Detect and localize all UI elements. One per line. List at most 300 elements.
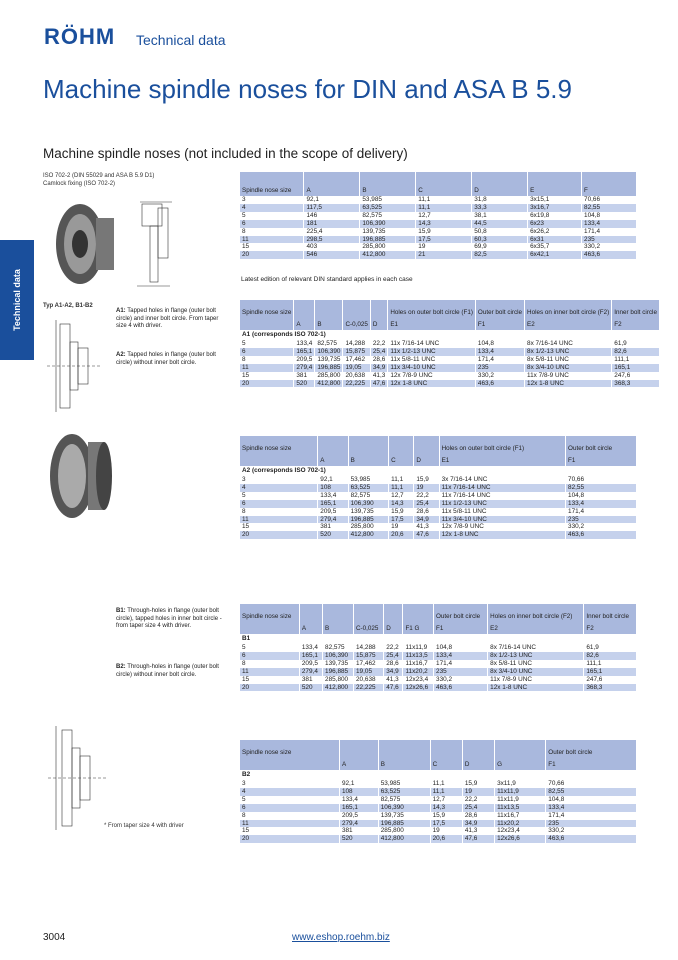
col-header: Holes on outer bolt circle (F1) [439, 436, 565, 454]
col-header: B [348, 454, 389, 466]
table-cell: 34,9 [414, 516, 439, 524]
table-cell: 139,735 [315, 356, 343, 364]
table-cell: 412,800 [378, 835, 430, 843]
table-cell: 19,05 [354, 668, 384, 676]
table-cell: 196,885 [323, 668, 354, 676]
table-cell: 463,6 [434, 684, 488, 692]
col-header [339, 740, 378, 758]
col-header [294, 300, 315, 318]
table-cell: 33,3 [472, 204, 528, 212]
table-cell: 330,2 [582, 243, 637, 251]
b2-note: B2: Through-holes in flange (outer bolt circle) without inner bolt circle. [116, 664, 219, 678]
table-cell: 165,1 [339, 804, 378, 812]
col-header [430, 740, 462, 758]
table-cell: 298,5 [304, 236, 360, 244]
table-cell: 209,5 [294, 356, 315, 364]
col-header: Holes on outer bolt circle (F1) [388, 300, 476, 318]
col-header: E [528, 172, 582, 196]
iso-note: ISO 702-2 (DIN 55029 and ASA B 5.9 D1) Camlock fixing (ISO 702-2) [43, 173, 155, 187]
col-header: Inner bolt circle [612, 300, 660, 318]
table-cell: 8 [240, 812, 339, 820]
table-cell: 63,525 [348, 484, 389, 492]
table-cell: 3x 7/16-14 UNC [439, 476, 565, 484]
table-cell: 82,575 [378, 796, 430, 804]
table-cell: 5 [240, 212, 304, 220]
table-cell: 53,985 [348, 476, 389, 484]
table-row [240, 668, 637, 676]
table-cell: 12x 1-8 UNC [488, 684, 584, 692]
table-cell: 6x23 [528, 220, 582, 228]
table-cell: 8x 1/2-13 UNC [488, 652, 584, 660]
col-header [240, 758, 339, 770]
table-cell: 82,6 [584, 652, 637, 660]
table-cell: 247,6 [612, 372, 660, 380]
side-tab[interactable]: Technical data [0, 240, 34, 360]
table-cell: 285,800 [360, 243, 416, 251]
table-cell: 22,225 [343, 380, 370, 388]
table-cell: 22,225 [354, 684, 384, 692]
table-cell: 106,390 [360, 220, 416, 228]
table-cell: 15,875 [343, 348, 370, 356]
table-cell: 279,4 [318, 516, 348, 524]
table-cell: 15 [240, 523, 318, 531]
table-cell: 12x23,4 [495, 827, 546, 835]
table-cell: 14,288 [343, 340, 370, 348]
table-cell: 279,4 [339, 820, 378, 828]
col-header: C [389, 454, 414, 466]
table-cell: 12x26,6 [403, 684, 434, 692]
table-cell: 8 [240, 660, 299, 668]
table-cell: 6 [240, 348, 294, 356]
table-cell: 6x42,1 [528, 251, 582, 259]
table-cell: 19 [430, 827, 462, 835]
table-cell: 20 [240, 380, 294, 388]
table-cell: 11,1 [430, 788, 462, 796]
col-header: C-0,025 [343, 318, 370, 330]
table-row [240, 820, 637, 828]
table-row [240, 356, 659, 364]
table-cell: 11x 7/16-14 UNC [439, 492, 565, 500]
table-cell: 520 [294, 380, 315, 388]
table-cell: 104,8 [475, 340, 524, 348]
table-cell: 11 [240, 364, 294, 372]
col-header [240, 454, 318, 466]
table-cell: 15 [240, 372, 294, 380]
table-cell: 11x13,5 [495, 804, 546, 812]
table-cell: 104,8 [434, 644, 488, 652]
table-cell: 11x 7/16-14 UNC [439, 484, 565, 492]
table-a2 [240, 436, 637, 539]
table-cell: 5 [240, 340, 294, 348]
table-cell: 17,5 [416, 236, 472, 244]
col-header: G [495, 758, 546, 770]
table-row [240, 212, 637, 220]
table-row [240, 835, 637, 843]
table-cell: 19 [414, 484, 439, 492]
table-cell: 463,6 [566, 531, 637, 539]
table-cell: 6x19,8 [528, 212, 582, 220]
table-cell: 6 [240, 500, 318, 508]
table-cell: 15 [240, 827, 339, 835]
col-header: A [304, 172, 360, 196]
table-cell: 11x20,2 [495, 820, 546, 828]
table-cell: 520 [318, 531, 348, 539]
table-cell: 41,3 [462, 827, 494, 835]
col-header: D [384, 622, 403, 634]
table-cell: 53,985 [378, 780, 430, 788]
table-cell: 247,6 [584, 676, 637, 684]
b-drawing [42, 724, 116, 832]
col-header [403, 604, 434, 622]
table-cell: 104,8 [566, 492, 637, 500]
table-cell: 15,9 [462, 780, 494, 788]
table-cell: 82,575 [323, 644, 354, 652]
table-cell: 60,3 [472, 236, 528, 244]
table-cell: 209,5 [299, 660, 322, 668]
table-cell: 25,4 [384, 652, 403, 660]
table-cell: 165,1 [612, 364, 660, 372]
table-cell: 139,735 [348, 508, 389, 516]
table-cell: 63,525 [378, 788, 430, 796]
table1-footnote: Latest edition of relevant DIN standard applies in each case [241, 276, 413, 283]
table-cell: 111,1 [612, 356, 660, 364]
page-subtitle: Machine spindle noses (not included in the scope of delivery) [43, 146, 408, 161]
table-cell: 330,2 [566, 523, 637, 531]
table-cell: 6x31 [528, 236, 582, 244]
table-cell: 412,800 [360, 251, 416, 259]
table-cell: 6 [240, 220, 304, 228]
col-header: Spindle nose size [240, 604, 299, 622]
table-cell: 6x35,7 [528, 243, 582, 251]
table-cell: 11,1 [389, 484, 414, 492]
table-cell: 14,288 [354, 644, 384, 652]
table-cell: 381 [318, 523, 348, 531]
table-cell: 133,4 [299, 644, 322, 652]
col-header [378, 740, 430, 758]
table-cell: 11x11,9 [403, 644, 434, 652]
table-cell: 11x 5/8-11 UNC [439, 508, 565, 516]
table-cell: 47,6 [370, 380, 387, 388]
header-section: Technical data [136, 32, 226, 48]
table-row [240, 372, 659, 380]
table-cell: 41,3 [370, 372, 387, 380]
table-row [240, 523, 637, 531]
table-cell: 15 [240, 243, 304, 251]
table-row [240, 236, 637, 244]
table-row [240, 348, 659, 356]
table-cell: 6 [240, 804, 339, 812]
table-cell: 17,462 [343, 356, 370, 364]
table-cell: 8x 1/2-13 UNC [525, 348, 612, 356]
table-cell: 235 [546, 820, 637, 828]
table-cell: 11x11,9 [495, 796, 546, 804]
table-row [240, 500, 637, 508]
table-cell: 8x 7/16-14 UNC [488, 644, 584, 652]
table-cell: 28,6 [462, 812, 494, 820]
col-header: D [472, 172, 528, 196]
col-header: C-0,025 [354, 622, 384, 634]
table-row [240, 243, 637, 251]
table-row [240, 380, 659, 388]
a1-note: A1: Tapped holes in flange (outer bolt circle) and inner bolt circle. From taper size 4 with driver. [116, 308, 219, 329]
table-cell: 463,6 [475, 380, 524, 388]
table-cell: 11,1 [430, 780, 462, 788]
table-cell: 8 [240, 228, 304, 236]
col-header: A [339, 758, 378, 770]
table-cell: 34,9 [462, 820, 494, 828]
table-cell: 11x20,2 [403, 668, 434, 676]
table-cell: 8 [240, 356, 294, 364]
col-header: E2 [488, 622, 584, 634]
table-row [240, 492, 637, 500]
table-b2 [240, 740, 637, 843]
table-cell: 5 [240, 492, 318, 500]
table-cell: 381 [299, 676, 322, 684]
table-cell: 12,7 [389, 492, 414, 500]
table-cell: 82,575 [348, 492, 389, 500]
col-header [384, 604, 403, 622]
table-cell: 235 [582, 236, 637, 244]
col-header: Holes on inner bolt circle (F2) [525, 300, 612, 318]
table-cell: 41,3 [384, 676, 403, 684]
table-cell: 12x 7/8-9 UNC [388, 372, 476, 380]
table-row [240, 644, 637, 652]
table-cell: 171,4 [434, 660, 488, 668]
col-header: E1 [439, 454, 565, 466]
table-cell: 15,9 [430, 812, 462, 820]
table-cell: 412,800 [315, 380, 343, 388]
table-cell: 53,985 [360, 196, 416, 204]
table-cell: 165,1 [299, 652, 322, 660]
table-cell: 463,6 [582, 251, 637, 259]
table-cell: 11x 1/2-13 UNC [388, 348, 476, 356]
table-cell: 6 [240, 652, 299, 660]
table-cell: 11x 3/4-10 UNC [439, 516, 565, 524]
table-cell: 61,9 [612, 340, 660, 348]
table-cell: 82,6 [612, 348, 660, 356]
table-cell: 19 [416, 243, 472, 251]
table-cell: 330,2 [475, 372, 524, 380]
table-cell: 11,1 [416, 196, 472, 204]
table-b1 [240, 604, 637, 691]
col-header [348, 436, 389, 454]
table-cell: 4 [240, 484, 318, 492]
table-cell: 196,885 [360, 236, 416, 244]
table-cell: 106,390 [378, 804, 430, 812]
col-header: D [462, 758, 494, 770]
table-cell: 4 [240, 788, 339, 796]
table-cell: 82,55 [546, 788, 637, 796]
table-row [240, 788, 637, 796]
taper-note: * From taper size 4 with driver [104, 823, 184, 829]
table-cell: 70,66 [546, 780, 637, 788]
table-cell: 63,525 [360, 204, 416, 212]
table-cell: 44,5 [472, 220, 528, 228]
a2-chuck-illustration [42, 428, 122, 526]
table-cell: 12x 1-8 UNC [525, 380, 612, 388]
table-cell: 11 [240, 668, 299, 676]
table-cell: 34,9 [384, 668, 403, 676]
col-header [354, 604, 384, 622]
col-header [323, 604, 354, 622]
table-cell: 11x16,7 [403, 660, 434, 668]
col-header: Spindle nose size [240, 740, 339, 758]
table-row [240, 652, 637, 660]
table-cell: 70,66 [582, 196, 637, 204]
table-cell: 47,6 [384, 684, 403, 692]
table-row [240, 812, 637, 820]
col-header [299, 604, 322, 622]
table-cell: 28,6 [384, 660, 403, 668]
table-row [240, 516, 637, 524]
col-header: E2 [525, 318, 612, 330]
table-cell: 25,4 [370, 348, 387, 356]
table-cell: 38,1 [472, 212, 528, 220]
table-cell: 11x 5/8-11 UNC [388, 356, 476, 364]
section-row [240, 770, 637, 780]
section-row [240, 330, 659, 340]
table-cell: 209,5 [318, 508, 348, 516]
col-header: F1 G [403, 622, 434, 634]
table-cell: 285,800 [315, 372, 343, 380]
table-cell: 11,1 [389, 476, 414, 484]
roehm-logo: RÖHM [44, 24, 116, 49]
table-cell: 21 [416, 251, 472, 259]
table-cell: 12x 1-8 UNC [439, 531, 565, 539]
table-cell: 17,462 [354, 660, 384, 668]
table-cell: 196,885 [348, 516, 389, 524]
table-cell: 15 [240, 676, 299, 684]
table-row [240, 228, 637, 236]
table-cell: 285,800 [378, 827, 430, 835]
table-cell: 104,8 [546, 796, 637, 804]
type-note: Typ A1-A2, B1-B2 [43, 303, 93, 309]
shop-link[interactable]: www.eshop.roehm.biz [292, 932, 390, 943]
table-cell: 133,4 [339, 796, 378, 804]
table-cell: 285,800 [323, 676, 354, 684]
table-cell: 209,5 [339, 812, 378, 820]
col-header: Spindle nose size [240, 436, 318, 454]
table-row [240, 660, 637, 668]
table-row [240, 476, 637, 484]
col-header [414, 436, 439, 454]
table-cell: 279,4 [294, 364, 315, 372]
table-row [240, 204, 637, 212]
col-header: E1 [388, 318, 476, 330]
col-header: A [294, 318, 315, 330]
table-cell: 106,390 [315, 348, 343, 356]
table-cell: 108 [339, 788, 378, 796]
table-cell: 14,3 [416, 220, 472, 228]
table-cell: 3 [240, 476, 318, 484]
col-header [240, 318, 294, 330]
table-cell: 20,6 [389, 531, 414, 539]
table-row [240, 531, 637, 539]
col-header [389, 436, 414, 454]
table-row [240, 804, 637, 812]
col-header [315, 300, 343, 318]
table-cell: 171,4 [546, 812, 637, 820]
table-cell: 20,6 [430, 835, 462, 843]
col-header: Spindle nose size [240, 172, 304, 196]
table-cell: 11x 7/16-14 UNC [388, 340, 476, 348]
table-cell: 165,1 [294, 348, 315, 356]
table-cell: 181 [304, 220, 360, 228]
table-cell: 50,8 [472, 228, 528, 236]
table-cell: 171,4 [582, 228, 637, 236]
table-cell: 133,4 [546, 804, 637, 812]
col-header: Inner bolt circle [584, 604, 637, 622]
table-cell: 133,4 [566, 500, 637, 508]
table-cell: 47,6 [414, 531, 439, 539]
col-header [370, 300, 387, 318]
table-cell: 82,5 [472, 251, 528, 259]
col-header: A [318, 454, 348, 466]
table-cell: 3x11,9 [495, 780, 546, 788]
col-header: B [323, 622, 354, 634]
table-cell: 3 [240, 780, 339, 788]
table-row [240, 340, 659, 348]
section-row [240, 634, 637, 644]
col-header: B [315, 318, 343, 330]
section-label: B2 [240, 770, 637, 780]
table-cell: 82,575 [360, 212, 416, 220]
table-cell: 412,800 [348, 531, 389, 539]
table-cell: 3 [240, 196, 304, 204]
table-cell: 133,4 [294, 340, 315, 348]
table-row [240, 676, 637, 684]
section-row [240, 466, 637, 476]
table-cell: 15,9 [416, 228, 472, 236]
table-cell: 11 [240, 516, 318, 524]
table-cell: 235 [434, 668, 488, 676]
table-cell: 165,1 [318, 500, 348, 508]
table-cell: 3x16,7 [528, 204, 582, 212]
table-cell: 92,1 [304, 196, 360, 204]
table-cell: 381 [339, 827, 378, 835]
table-cell: 403 [304, 243, 360, 251]
table-cell: 106,390 [348, 500, 389, 508]
table-row [240, 827, 637, 835]
section-label: B1 [240, 634, 637, 644]
table-cell: 61,9 [584, 644, 637, 652]
table-row [240, 780, 637, 788]
section-label: A2 (corresponds ISO 702-1) [240, 466, 637, 476]
table-cell: 20 [240, 251, 304, 259]
table-cell: 19 [462, 788, 494, 796]
table-cell: 8x 5/8-11 UNC [488, 660, 584, 668]
table-cell: 11x11,9 [495, 788, 546, 796]
table-cell: 139,735 [323, 660, 354, 668]
table-cell: 279,4 [299, 668, 322, 676]
table-cell: 41,3 [414, 523, 439, 531]
table-cell: 20 [240, 531, 318, 539]
col-header: F2 [584, 622, 637, 634]
table-cell: 22,2 [370, 340, 387, 348]
table-cell: 368,3 [612, 380, 660, 388]
b1-note: B1: Through-holes in flange (outer bolt circle), tapped holes in inner bolt circle - from taper size 4 with driver. [116, 608, 222, 629]
table-cell: 12x 1-8 UNC [388, 380, 476, 388]
table-cell: 12x26,6 [495, 835, 546, 843]
table-cell: 133,4 [434, 652, 488, 660]
col-header: C [430, 758, 462, 770]
col-header [462, 740, 494, 758]
col-header: F [582, 172, 637, 196]
table-cell: 285,800 [348, 523, 389, 531]
table-cell: 11x 7/8-9 UNC [488, 676, 584, 684]
table-row [240, 251, 637, 259]
table-cell: 11 [240, 820, 339, 828]
